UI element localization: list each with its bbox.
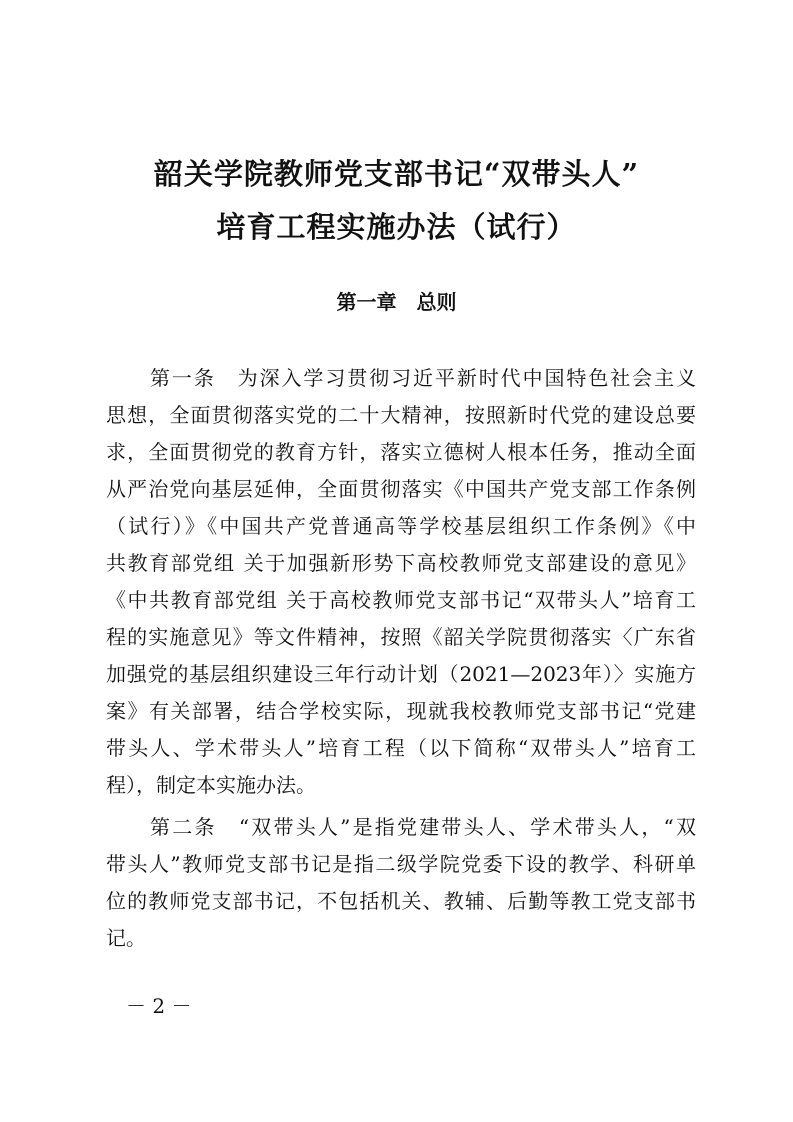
article-1-line: 加强党的基层组织建设三年行动计划（2021—2023年）〉实施方 (106, 662, 696, 686)
document-title-line-1: 韶关学院教师党支部书记“双带头人” (153, 157, 640, 191)
article-1-line: 共教育部党组 关于加强新形势下高校教师党支部建设的意见》 (106, 551, 696, 575)
article-1-line: 从严治党向基层延伸，全面贯彻落实《中国共产党支部工作条例 (106, 477, 696, 501)
article-2-line-1 (150, 815, 696, 839)
article-1-line: 《中共教育部党组 关于高校教师党支部书记“双带头人”培育工 (106, 588, 696, 612)
article-2-line: 记。 (106, 926, 146, 950)
article-1-label: 第一条 (150, 366, 216, 390)
article-2-line: 位的教师党支部书记，不包括机关、教辅、后勤等教工党支部书 (106, 889, 696, 913)
article-1-text: 为深入学习贯彻习近平新时代中国特色社会主义 (215, 366, 696, 390)
article-1-line-1 (150, 366, 696, 390)
article-1-line: 程），制定本实施办法。 (106, 773, 316, 797)
article-1-line: 求，全面贯彻党的教育方针，落实立德树人根本任务，推动全面 (106, 440, 696, 464)
article-2-label: 第二条 (150, 815, 217, 839)
document-title-line-2: 培育工程实施办法（试行） (216, 210, 577, 244)
article-1-line: 案》有关部署，结合学校实际，现就我校教师党支部书记“党建 (106, 699, 696, 723)
article-2-text: “双带头人”是指党建带头人、学术带头人，“双 (216, 815, 696, 839)
article-1-line: 带头人、学术带头人”培育工程（以下简称“双带头人”培育工 (106, 736, 696, 760)
article-1-line: 思想，全面贯彻落实党的二十大精神，按照新时代党的建设总要 (106, 403, 696, 427)
article-1-line: （试行）》《中国共产党普通高等学校基层组织工作条例》《中 (106, 514, 696, 538)
chapter-heading: 第一章 总则 (336, 290, 457, 314)
article-2-line: 带头人”教师党支部书记是指二级学院党委下设的教学、科研单 (106, 852, 696, 876)
article-1-line: 程的实施意见》等文件精神，按照《韶关学院贯彻落实〈广东省 (106, 625, 696, 649)
page-number: － 2 － (126, 994, 192, 1018)
